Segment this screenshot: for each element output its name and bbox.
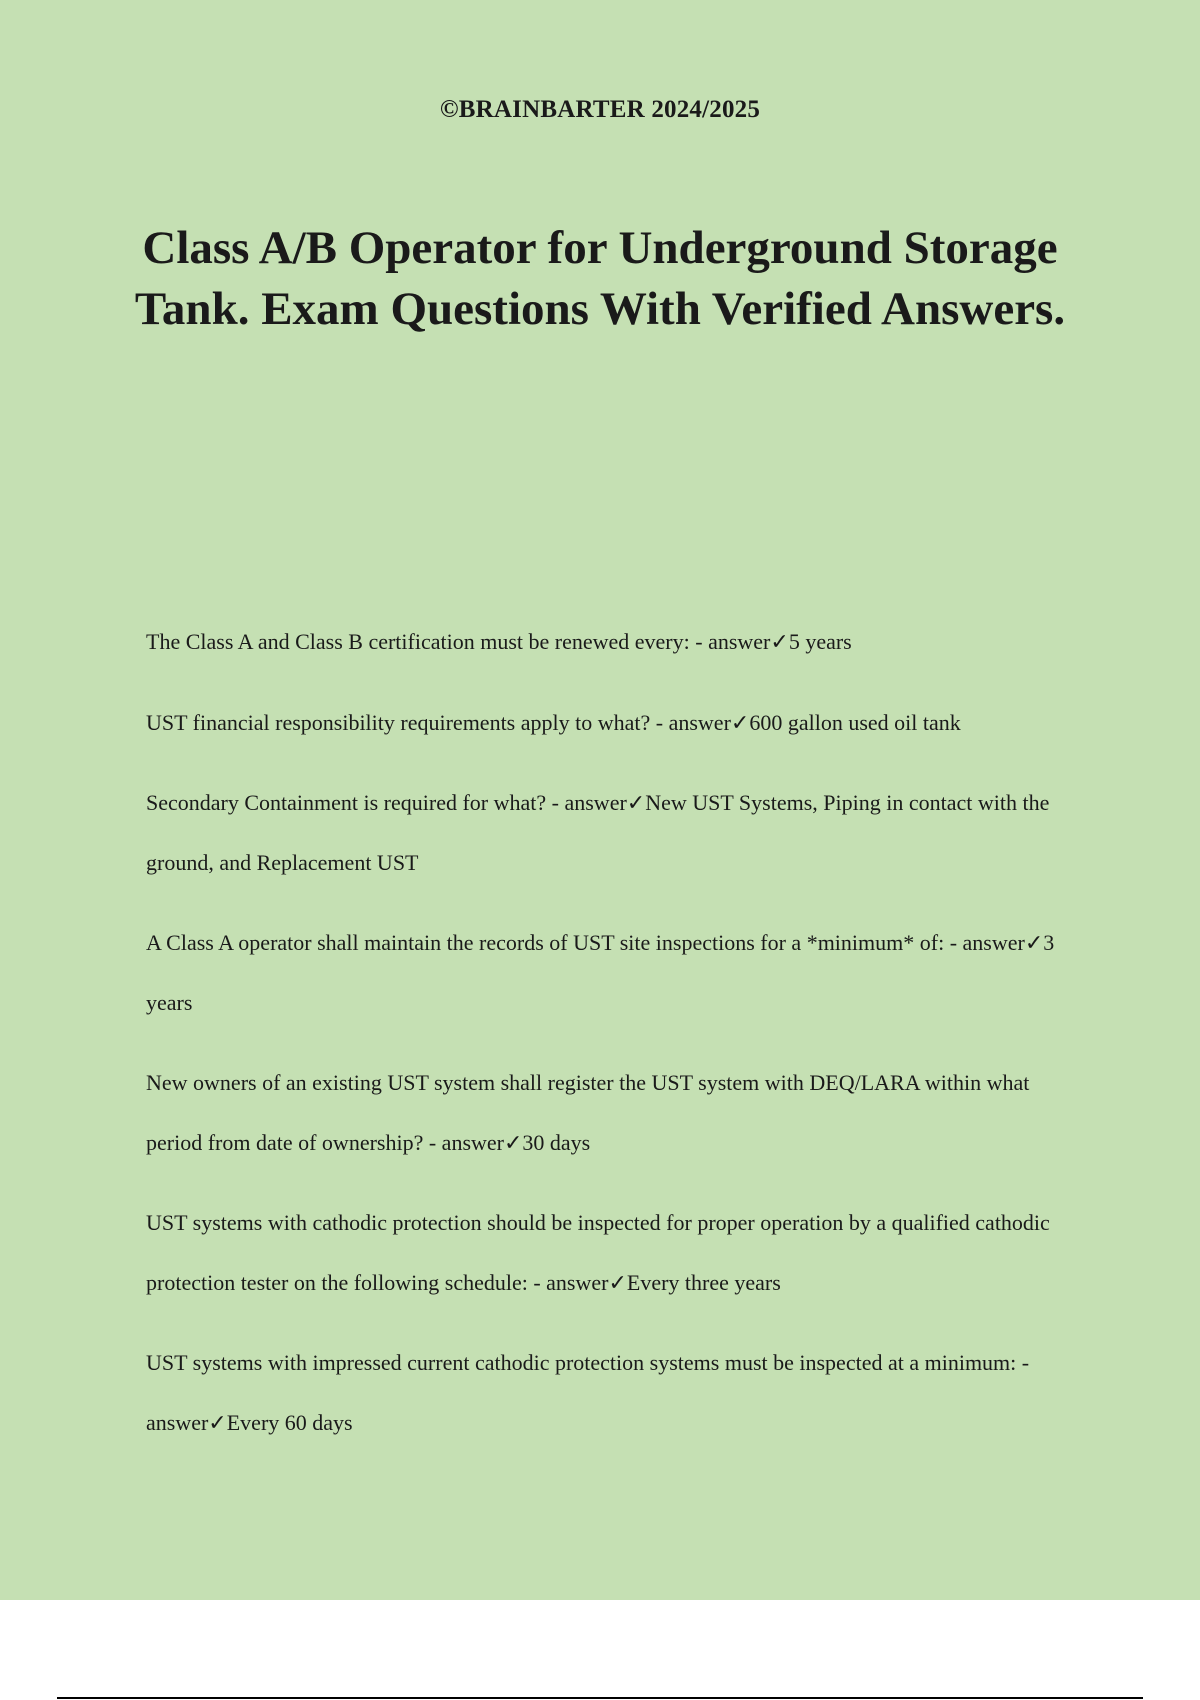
- qa-item: New owners of an existing UST system shall register the UST system with DEQ/LARA within what period from date of ownership? - answer✓30 days: [146, 1070, 1030, 1155]
- copyright-header: ©BRAINBARTER 2024/2025: [439, 96, 761, 123]
- qa-item: The Class A and Class B certification must be renewed every: - answer✓5 years: [146, 629, 852, 654]
- qa-item: UST systems with cathodic protection should be inspected for proper operation by a qualified cathodic protection tester on the following schedule: - answer✓Every three years: [146, 1210, 1050, 1295]
- document-title: Class A/B Operator for Underground Storage Tank. Exam Questions With Verified Answers.: [134, 222, 1066, 335]
- qa-item: A Class A operator shall maintain the records of UST site inspections for a *minimum* of: - answer✓3 years: [146, 930, 1055, 1015]
- footer-divider: [57, 1697, 1143, 1699]
- qa-item: UST systems with impressed current cathodic protection systems must be inspected at a minimum: - answer✓Every 60 days: [146, 1350, 1030, 1435]
- qa-item: UST financial responsibility requirements apply to what? - answer✓600 gallon used oil tank: [146, 710, 961, 735]
- qa-list: [146, 612, 1086, 1473]
- qa-item: Secondary Containment is required for what? - answer✓New UST Systems, Piping in contact with the ground, and Replacement UST: [146, 790, 1050, 875]
